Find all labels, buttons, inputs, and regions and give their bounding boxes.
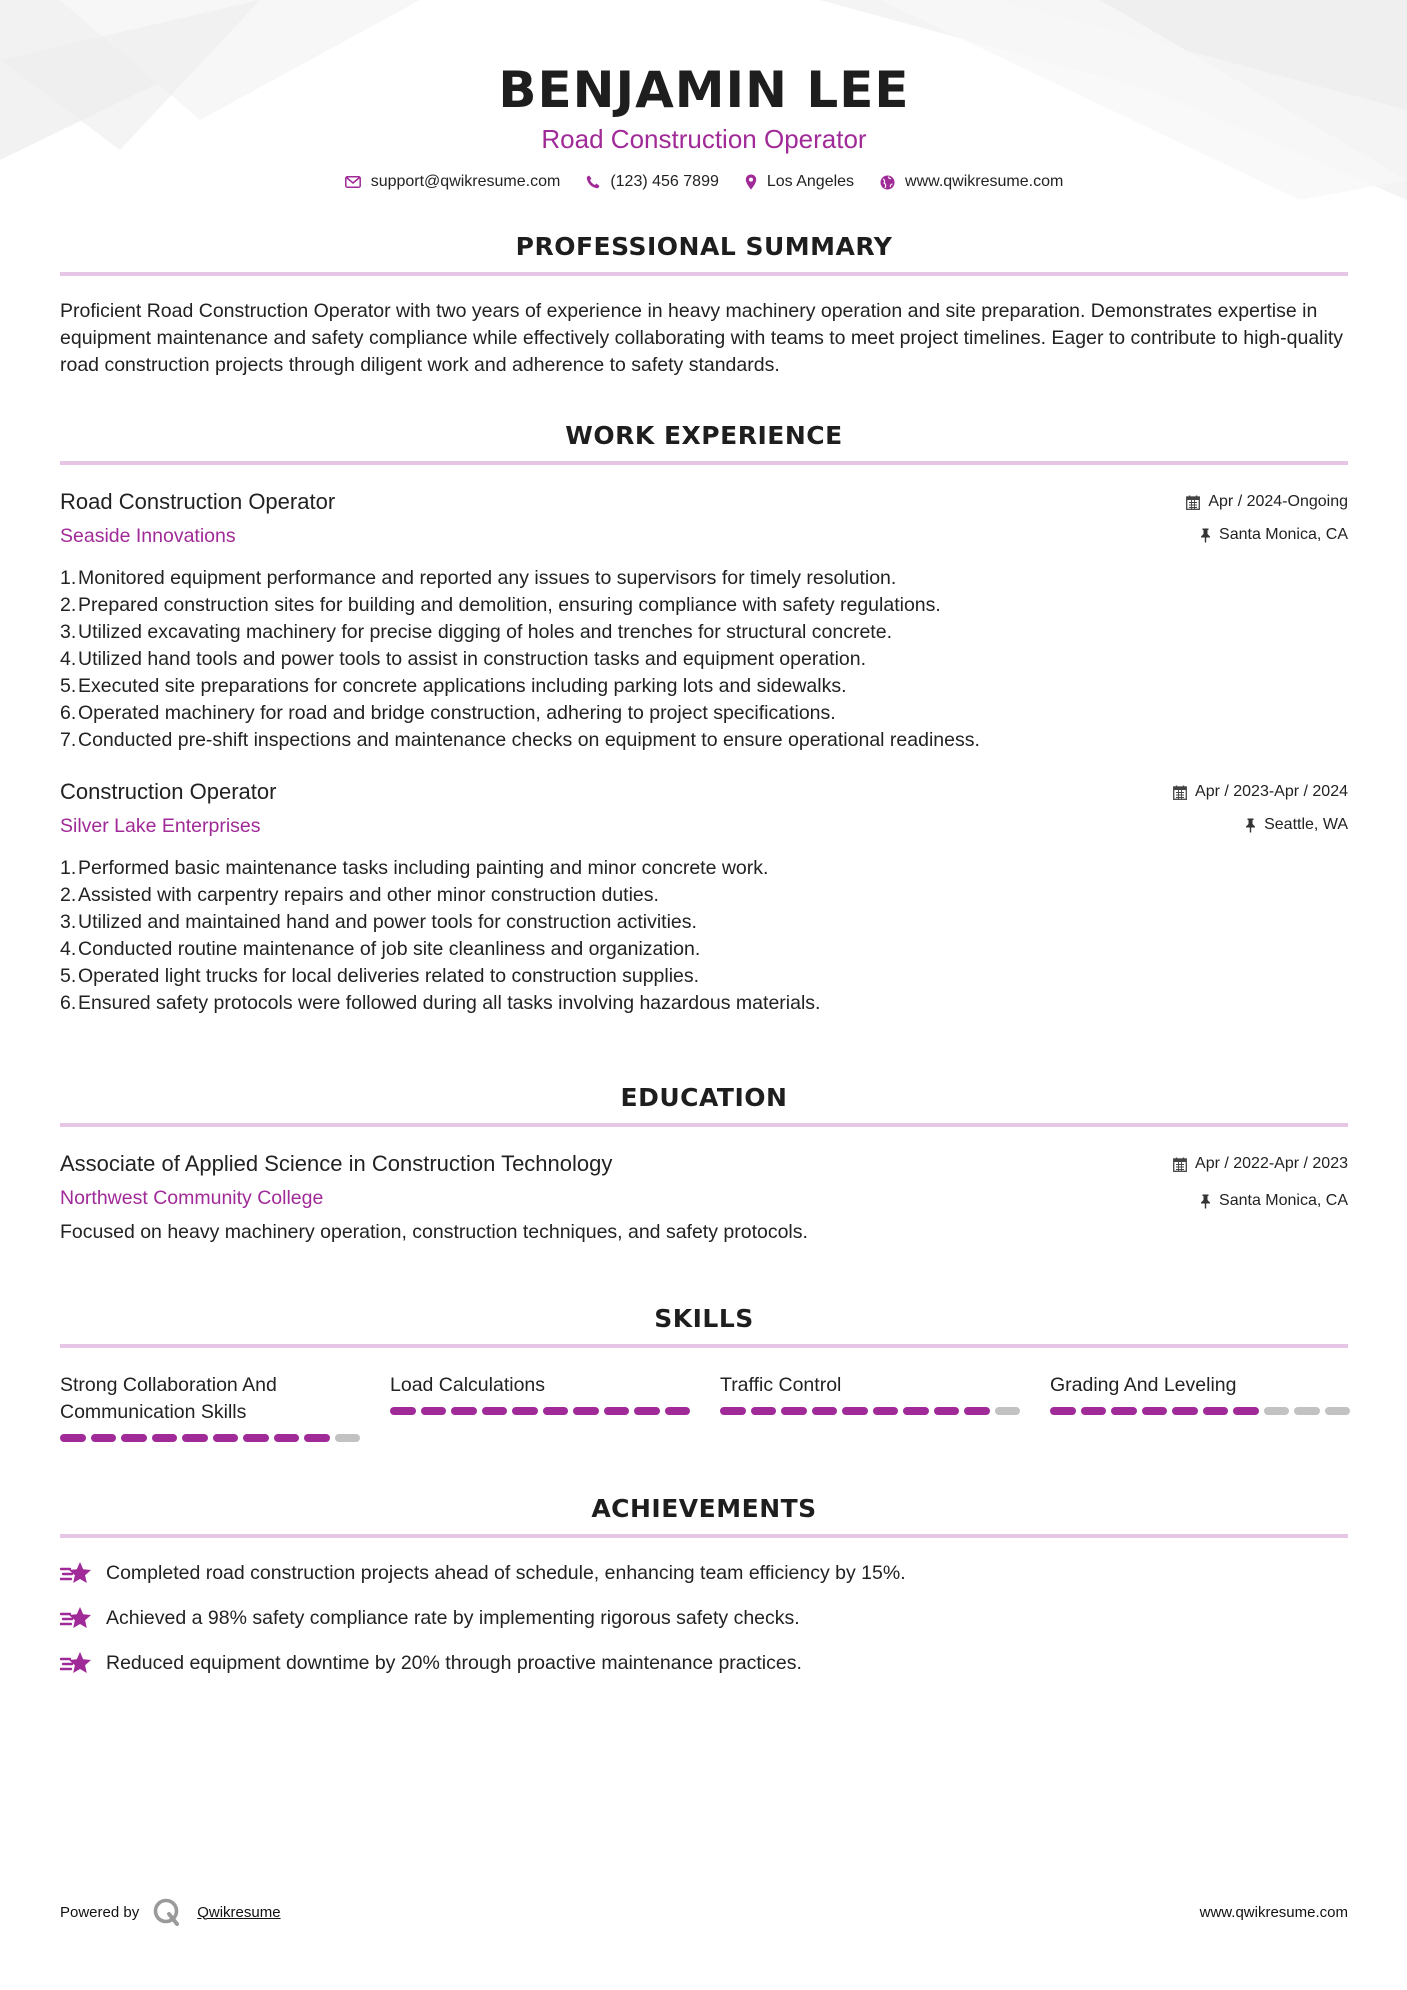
skills-section xyxy=(60,1302,1348,1442)
experience-heading: WORK EXPERIENCE xyxy=(565,421,843,450)
achievement-text: Achieved a 98% safety compliance rate by implementing rigorous safety checks. xyxy=(106,1607,800,1629)
skill-level-bar xyxy=(60,1434,360,1442)
email-text[interactable]: support@qwikresume.com xyxy=(370,173,561,190)
skill-segment-filled xyxy=(873,1407,899,1415)
skill-segment-filled xyxy=(152,1434,178,1442)
skill-segment-filled xyxy=(243,1434,269,1442)
calendar-icon xyxy=(1186,495,1200,510)
skills-grid xyxy=(60,1372,1348,1442)
contact-website[interactable] xyxy=(880,173,1063,191)
skill-segment-filled xyxy=(964,1407,990,1415)
job-bullets xyxy=(60,565,1348,754)
pushpin-icon xyxy=(1200,1194,1211,1209)
job-entry xyxy=(60,777,1348,1017)
pushpin-icon xyxy=(1245,818,1256,833)
job-bullets xyxy=(60,855,1348,1017)
skill-item xyxy=(390,1372,690,1442)
job-title: Road Construction Operator xyxy=(60,489,336,514)
skill-level-bar xyxy=(1050,1407,1350,1415)
website-text[interactable]: www.qwikresume.com xyxy=(905,173,1064,190)
contact-location xyxy=(745,173,854,191)
skill-segment-filled xyxy=(751,1407,777,1415)
skill-item xyxy=(1050,1372,1350,1442)
job-location: Seattle, WA xyxy=(1264,816,1348,833)
candidate-role: Road Construction Operator xyxy=(541,124,867,154)
skills-heading: SKILLS xyxy=(654,1304,754,1333)
education-entry xyxy=(60,1149,1348,1246)
skill-segment-filled xyxy=(451,1407,477,1415)
section-divider xyxy=(60,1534,1348,1538)
skill-segment-filled xyxy=(573,1407,599,1415)
experience-section xyxy=(60,419,1348,1017)
candidate-name: BENJAMIN LEE xyxy=(498,61,910,119)
calendar-icon xyxy=(1173,785,1187,800)
job-title: Construction Operator xyxy=(60,779,277,804)
skill-segment-filled xyxy=(304,1434,330,1442)
shooting-star-icon xyxy=(60,1606,92,1632)
section-divider xyxy=(60,461,1348,465)
degree-title: Associate of Applied Science in Construction Technology xyxy=(60,1151,613,1176)
skill-segment-filled xyxy=(781,1407,807,1415)
summary-section xyxy=(60,230,1348,379)
list-item: 5. Executed site preparations for concrete applications including parking lots and sidewalks. xyxy=(60,675,847,697)
skill-segment-filled xyxy=(1203,1407,1229,1415)
skill-segment-filled xyxy=(543,1407,569,1415)
contact-email[interactable] xyxy=(345,173,561,191)
list-item: 5. Operated light trucks for local deliveries related to construction supplies. xyxy=(60,965,700,987)
achievement-item xyxy=(60,1605,1348,1632)
list-item: 2. Prepared construction sites for building and demolition, ensuring compliance with safety regulations. xyxy=(60,594,941,616)
resume-page xyxy=(60,0,1348,1677)
contact-phone[interactable] xyxy=(586,173,719,191)
job-dates: Apr / 2024-Ongoing xyxy=(1208,493,1348,510)
education-section xyxy=(60,1081,1348,1246)
skill-segment-empty xyxy=(1325,1407,1351,1415)
shooting-star-icon xyxy=(60,1561,92,1587)
job-company: Seaside Innovations xyxy=(60,525,236,547)
achievements-list xyxy=(60,1560,1348,1677)
envelope-icon xyxy=(345,176,361,188)
skill-segment-filled xyxy=(1233,1407,1259,1415)
skill-segment-filled xyxy=(421,1407,447,1415)
skill-name: Traffic Control xyxy=(720,1374,842,1396)
skill-segment-filled xyxy=(482,1407,508,1415)
education-heading: EDUCATION xyxy=(620,1083,788,1112)
section-divider xyxy=(60,272,1348,276)
pushpin-icon xyxy=(1200,528,1211,543)
skill-segment-filled xyxy=(1081,1407,1107,1415)
skill-segment-filled xyxy=(91,1434,117,1442)
skill-segment-filled xyxy=(665,1407,691,1415)
achievements-section xyxy=(60,1492,1348,1677)
achievement-text: Reduced equipment downtime by 20% through proactive maintenance practices. xyxy=(106,1652,802,1674)
education-description: Focused on heavy machinery operation, construction techniques, and safety protocols. xyxy=(60,1221,808,1243)
summary-text: Proficient Road Construction Operator with two years of experience in heavy machinery operation and site preparation. Demonstrates expertise in equipment maintenance and safety compliance while effectively collaborating with teams to meet project timelines. Eager to contribute to high-quality road construction projects through diligent work and adherence to safety standards. xyxy=(60,300,1344,376)
summary-heading: PROFESSIONAL SUMMARY xyxy=(515,232,893,261)
skill-segment-filled xyxy=(1111,1407,1137,1415)
section-divider xyxy=(60,1123,1348,1127)
skill-name: Strong Collaboration And Communication Skills xyxy=(60,1374,277,1423)
skill-segment-filled xyxy=(1050,1407,1076,1415)
list-item: 1. Performed basic maintenance tasks including painting and minor concrete work. xyxy=(60,857,769,879)
powered-by-label: Powered by xyxy=(60,1903,140,1921)
skill-segment-filled xyxy=(274,1434,300,1442)
job-entry xyxy=(60,487,1348,754)
skill-segment-filled xyxy=(903,1407,929,1415)
skill-level-bar xyxy=(390,1407,690,1415)
calendar-icon xyxy=(1173,1157,1187,1172)
qwikresume-logo-icon xyxy=(153,1898,183,1926)
skill-segment-filled xyxy=(121,1434,147,1442)
job-company: Silver Lake Enterprises xyxy=(60,815,261,837)
skill-segment-empty xyxy=(995,1407,1021,1415)
skill-segment-filled xyxy=(934,1407,960,1415)
skill-segment-filled xyxy=(213,1434,239,1442)
phone-icon xyxy=(586,175,600,189)
achievements-heading: ACHIEVEMENTS xyxy=(591,1494,817,1523)
resume-header xyxy=(60,0,1348,194)
education-dates: Apr / 2022-Apr / 2023 xyxy=(1195,1155,1348,1172)
list-item: 3. Utilized excavating machinery for precise digging of holes and trenches for structural concrete. xyxy=(60,621,892,643)
skill-segment-empty xyxy=(335,1434,361,1442)
skill-segment-filled xyxy=(390,1407,416,1415)
page-footer xyxy=(60,1898,1348,1926)
job-dates: Apr / 2023-Apr / 2024 xyxy=(1195,783,1348,800)
skill-segment-filled xyxy=(1142,1407,1168,1415)
brand-link[interactable]: Qwikresume xyxy=(197,1903,281,1921)
skill-item xyxy=(720,1372,1020,1442)
achievement-item xyxy=(60,1650,1348,1677)
globe-icon xyxy=(880,175,895,190)
skill-segment-filled xyxy=(634,1407,660,1415)
skill-segment-empty xyxy=(1264,1407,1290,1415)
school-name: Northwest Community College xyxy=(60,1187,324,1209)
skill-level-bar xyxy=(720,1407,1020,1415)
powered-by xyxy=(60,1898,281,1926)
skill-segment-filled xyxy=(604,1407,630,1415)
skill-segment-filled xyxy=(720,1407,746,1415)
section-divider xyxy=(60,1344,1348,1348)
footer-website[interactable]: www.qwikresume.com xyxy=(1199,1903,1348,1921)
skill-segment-filled xyxy=(60,1434,86,1442)
achievement-text: Completed road construction projects ahead of schedule, enhancing team efficiency by 15%. xyxy=(106,1562,906,1584)
list-item: 6. Ensured safety protocols were followed during all tasks involving hazardous materials. xyxy=(60,992,821,1014)
skill-segment-filled xyxy=(182,1434,208,1442)
list-item: 7. Conducted pre-shift inspections and maintenance checks on equipment to ensure operational readiness. xyxy=(60,729,980,751)
skill-name: Grading And Leveling xyxy=(1050,1374,1237,1396)
list-item: 6. Operated machinery for road and bridge construction, adhering to project specifications. xyxy=(60,702,836,724)
skill-item xyxy=(60,1372,360,1442)
phone-text[interactable]: (123) 456 7899 xyxy=(610,173,719,190)
list-item: 2. Assisted with carpentry repairs and other minor construction duties. xyxy=(60,884,659,906)
skill-segment-filled xyxy=(512,1407,538,1415)
map-pin-icon xyxy=(745,174,757,190)
list-item: 1. Monitored equipment performance and reported any issues to supervisors for timely resolution. xyxy=(60,567,897,589)
shooting-star-icon xyxy=(60,1651,92,1677)
skill-name: Load Calculations xyxy=(390,1374,546,1396)
skill-segment-filled xyxy=(1172,1407,1198,1415)
education-location: Santa Monica, CA xyxy=(1219,1192,1348,1209)
job-location: Santa Monica, CA xyxy=(1219,526,1348,543)
list-item: 3. Utilized and maintained hand and power tools for construction activities. xyxy=(60,911,697,933)
achievement-item xyxy=(60,1560,1348,1587)
list-item: 4. Utilized hand tools and power tools to assist in construction tasks and equipment operation. xyxy=(60,648,867,670)
skill-segment-empty xyxy=(1294,1407,1320,1415)
skill-segment-filled xyxy=(842,1407,868,1415)
skill-segment-filled xyxy=(812,1407,838,1415)
location-text: Los Angeles xyxy=(766,173,855,190)
contact-bar xyxy=(60,170,1348,194)
list-item: 4. Conducted routine maintenance of job site cleanliness and organization. xyxy=(60,938,701,960)
